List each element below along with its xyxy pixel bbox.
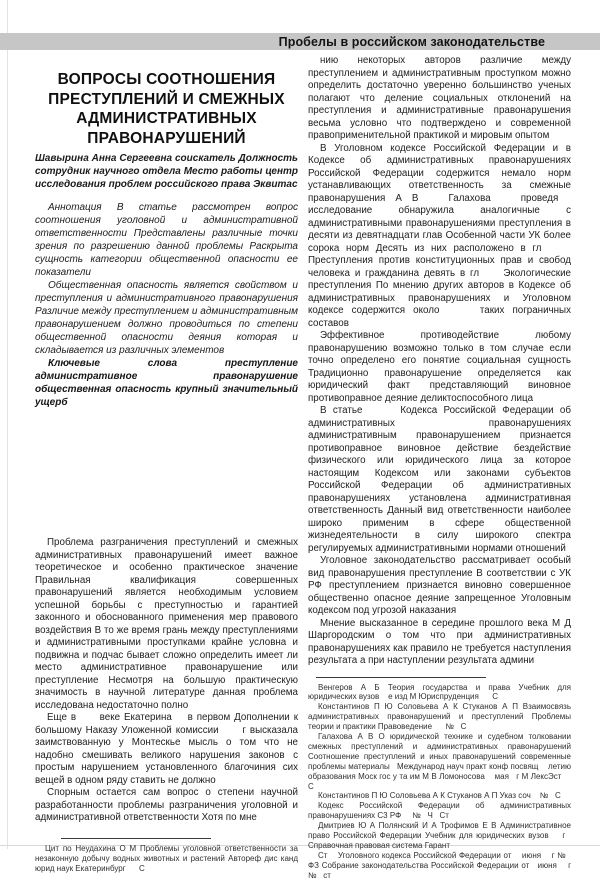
footnote: Константинов П Ю Соловьева А К Стуканов А П Взаимосвязь административных правонарушений и преступлений Проблемы теории и практики Правоведение № С [308, 702, 571, 732]
footnote-divider [316, 677, 486, 678]
journal-title: Пробелы в российском законодательстве [278, 34, 545, 49]
article-title: ВОПРОСЫ СООТНОШЕНИЯ ПРЕСТУПЛЕНИЙ И СМЕЖНЫХ АДМИНИСТРАТИВНЫХ ПРАВОНАРУШЕНИЙ [48, 71, 285, 147]
author-block: Шавырина Анна Сергеевна соискатель Должность сотрудник научного отдела Место работы центр исследования проблем российского права Эквитас [35, 153, 298, 190]
body-paragraph: Уголовное законодательство рассматривает особый вид правонарушения преступление В соответствии с УК РФ преступлением признается виновно совершенное общественно опасное деяние запрещенное Уголовным кодексом под угрозой наказания [308, 555, 571, 616]
footnote: Венгеров А Б Теория государства и права Учебник для юридических вузов е изд М Юриспруденция С [308, 682, 571, 702]
footnote: Кодекс Российской Федерации об административных правонарушениях С3 РФ № Ч Ст [308, 801, 571, 821]
footnote: Ст Уголовного кодекса Российской Федерации от июня г № ФЗ Собрание законодательства Российской Федерации от июня г № ст [308, 850, 571, 880]
footnote: Цит по Неудахина О М Проблемы уголовной ответственности за незаконную добычу водных животных и растений Автореф дис канд юрид наук Екатеринбург С [35, 843, 298, 873]
body-paragraph: Еще в веке Екатерина в первом Дополнении к большому Наказу Уложенной комиссии г высказала заимствованную у Монтескье мысль о том что не надобно смешивать великого нарушения законов с простым нарушением установленного благочиния сих вещей в одном ряду ставить не должно [35, 712, 298, 786]
body-paragraph: Эффективное противодействие любому правонарушению возможно только в том случае если точно определено его понятие социальная сущность Традиционно правонарушение определяется как юридический факт представляющий виновное противоправное деяние деликтоспособного лица [308, 330, 571, 404]
body-paragraph: нию некоторых авторов различие между преступлением и административным проступком можно определить достаточно уверенно большинство ученых полагают что деление социальных отклонений на преступления и административные правонарушения весьма условно что подтверждено и современной правоприменительной практикой и мировым опытом [308, 55, 571, 141]
abstract-paragraph: Аннотация В статье рассмотрен вопрос соотношения уголовной и административной ответственности Представлены различные точки зрения по разрешению данной проблемы Раскрыта сущность категории общественной опасности ее показатели [35, 202, 298, 279]
blank-gap [35, 409, 298, 537]
body-paragraph: Проблема разграничения преступлений и смежных административных правонарушений имеет важное теоретическое и особенно практическое значение Правильная квалификация совершенных правонарушений является необходимым условием успешной борьбы с преступностью и гарантией законного и обоснованного применения мер правового воздействия В то же время грань между преступлениями и административными проступками крайне условна и подвижна и подчас бывает сложно определить имеет ли место административное правонарушение или преступление Несмотря на большую практическую значимость в научной литературе данная проблема исследована недостаточно полно [35, 537, 298, 711]
body-paragraph: В Уголовном кодексе Российской Федерации и в Кодексе об административных правонарушениях Российской Федерации содержится немало норм устанавливающих ответственность за смежные правонарушения А В Галахова проведя исследование обнаружила аналогичные с административными правонарушениями преступления в десяти из девятнадцати глав Особенной части УК более сорока норм Десять из них расположено в гл Преступления против конституционных прав и свобод человека и гражданина девять в гл Экологические преступления По мнению других авторов в Кодексе об административных правонарушениях и Уголовном кодексе содержится около таких пограничных составов [308, 142, 571, 329]
body-paragraph: Мнение высказанное в середине прошлого века М Д Шаргородским о том что при административных правонарушениях как правило не требуется наступления результата а при наступлении результата админи [308, 617, 571, 666]
body-paragraph: В статье Кодекса Российской Федерации об административных правонарушениях административным правонарушением признается противоправное виновное действие бездействие физического или юридического лица за которое настоящим Кодексом или законами субъектов Российской Федерации об административных правонарушениях установлена административная ответственность Данный вид ответственности наиболее широко применим в сфере общественной жизнедеятельности в силу широкого спектра регулируемых административными нормами отношений [308, 405, 571, 554]
right-column [308, 55, 571, 881]
footnote-divider [61, 838, 211, 839]
abstract-paragraph: Общественная опасность является свойством и преступления и административного правонарушения Различие между преступлением и административным правонарушением должно проводиться по степени общественной опасности деяния которая и складывается из различных элементов [35, 280, 298, 357]
scan-edge-left [7, 0, 8, 849]
body-paragraph: Спорным остается сам вопрос о степени научной разработанности проблемы разграничения уголовной и административной ответственности Хотя по мне [35, 787, 298, 824]
footnote: Константинов П Ю Соловьева А К Стуканов А П Указ соч № С [318, 791, 561, 801]
footnote: Дмитриев Ю А Полянский И А Трофимов Е В Административное право Российской Федерации Учебник для юридических вузов г Справочная правовая система Гарант [308, 821, 571, 850]
keywords-paragraph: Ключевые слова преступление административное правонарушение общественная опасность крупный значительный ущерб [35, 358, 298, 409]
journal-header-bar [0, 33, 600, 50]
left-column [35, 60, 298, 874]
footnote: Галахова А В О юридической технике и судебном толковании смежных преступлений и административных правонарушений Соотношение преступлений и иных правонарушений современные проблемы материалы Международ науч практ конф посвящ летию образования Моск гос у та им М В Ломоносова мая г М ЛексЭст С [308, 732, 571, 791]
